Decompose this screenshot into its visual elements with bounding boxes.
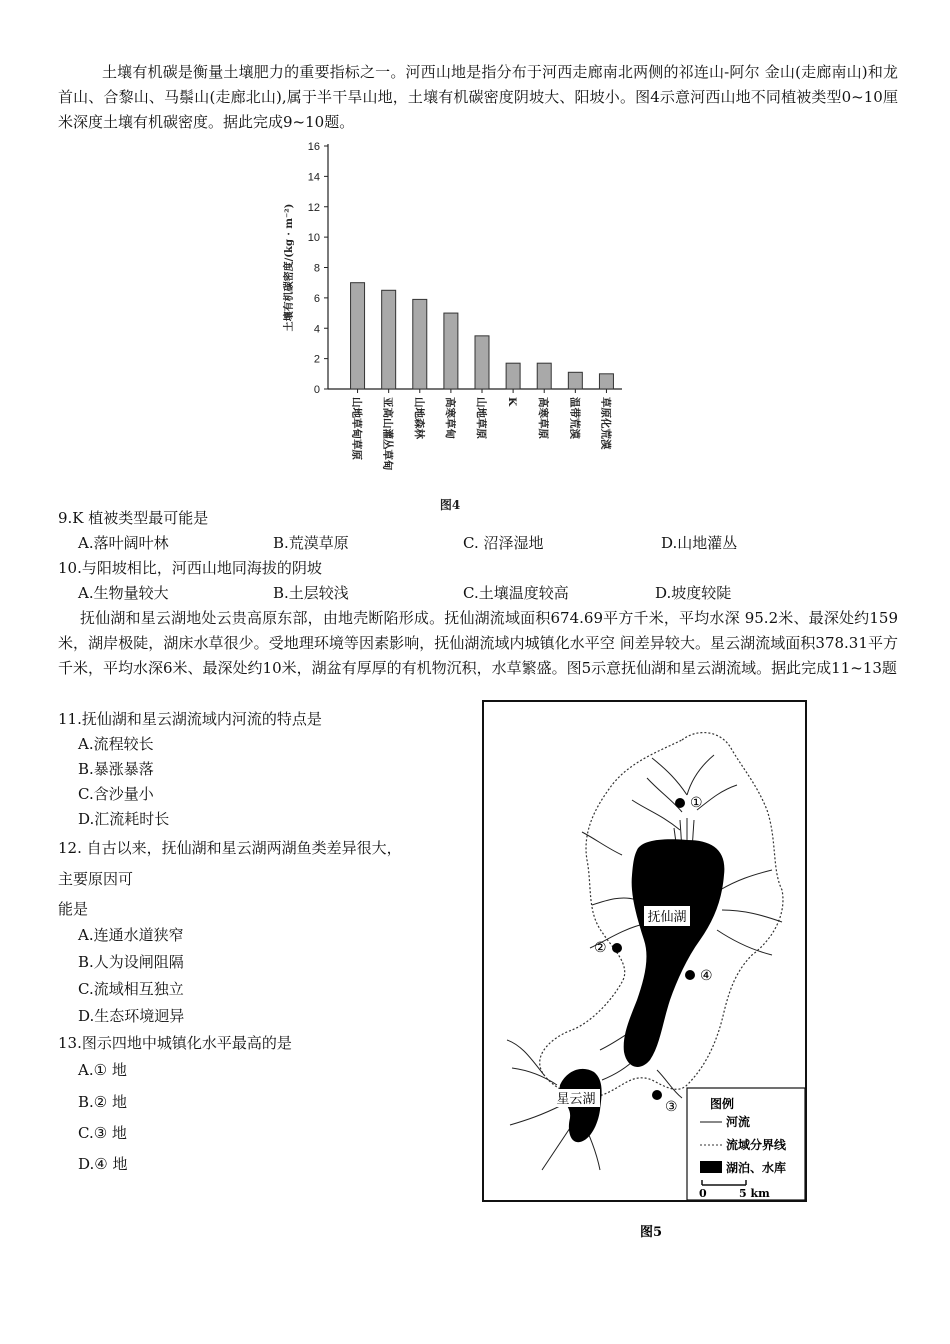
q10-option-c[interactable]: C.土壤温度较高: [463, 584, 569, 602]
q13-option-a[interactable]: A.① 地: [78, 1061, 127, 1079]
intro-paragraph-2: 抚仙湖和星云湖地处云贵高原东部，由地壳断陷形成。抚仙湖流域面积674.69平方千米，平均水深 95.2米、最深处约159米，湖岸极陡，湖床水草很少。受地理环境等因素影响，抚仙湖流域内城镇化水平空 间差异较大。星云湖流域面积378.31平方千米，平均水深6米、最深处约10米，湖盆有厚厚的有机物沉积，水草繁盛。图5示意抚仙湖和星云湖流域。据此完成11~13题: [58, 609, 898, 677]
question-12-stem-line1: 12. 自古以来，抚仙湖和星云湖两湖鱼类差异很大，: [58, 839, 402, 857]
intro-paragraph-1: 土壤有机碳是衡量土壤肥力的重要指标之一。河西山地是指分布于河西走廊南北两侧的祁连山-阿尔 金山(走廊南山)和龙首山、合黎山、马鬃山(走廊北山),属于半干旱山地，土壤有机碳密度阴坡大、阳坡小。图4示意河西山地不同植被类型0~10厘米深度土壤有机碳密度。据此完成9~10题。: [58, 63, 898, 131]
x-category-label: 山地森林: [412, 397, 425, 439]
fuxian-lake-label: 抚仙湖: [647, 910, 687, 925]
scale-label: 5 km: [739, 1187, 770, 1200]
bar: [599, 374, 613, 389]
y-tick-label: 4: [313, 323, 320, 336]
q9-option-a[interactable]: A.落叶阔叶林: [78, 534, 169, 552]
point-1-dot: [675, 798, 685, 808]
q10-option-d[interactable]: D.坡度较陡: [655, 584, 732, 602]
y-axis-title: 土壤有机碳密度/(kg · m⁻²): [284, 203, 295, 332]
y-tick-label: 6: [313, 292, 320, 305]
bar: [382, 290, 396, 389]
y-tick-label: 10: [307, 232, 320, 245]
x-category-label: 温带荒漠: [568, 397, 581, 439]
lake-basin-map: [482, 700, 812, 1245]
point-1-label: ①: [690, 795, 703, 811]
figure-4-caption: 图4: [439, 498, 461, 512]
q12-option-d[interactable]: D.生态环境迥异: [78, 1007, 185, 1025]
q13-option-c[interactable]: C.③ 地: [78, 1124, 127, 1142]
legend-lake-label: 湖泊、水库: [726, 1161, 787, 1175]
point-2-label: ②: [594, 940, 607, 956]
bar: [475, 336, 489, 389]
question-10-stem: 10.与阳坡相比，河西山地同海拔的阴坡: [58, 559, 322, 577]
x-category-label: 草原化荒漠: [599, 397, 612, 450]
bar: [413, 299, 427, 389]
y-tick-label: 2: [313, 353, 320, 366]
y-tick-label: 12: [307, 201, 320, 214]
point-4-dot: [685, 970, 695, 980]
point-3-dot: [652, 1090, 662, 1100]
bar: [351, 283, 365, 389]
legend-river-label: 河流: [726, 1115, 751, 1129]
q10-option-a[interactable]: A.生物量较大: [78, 584, 169, 602]
q10-option-b[interactable]: B.土层较浅: [273, 584, 349, 602]
q11-option-a[interactable]: A.流程较长: [78, 735, 154, 753]
figure-5-caption: 图5: [640, 1225, 663, 1240]
bar: [444, 313, 458, 389]
legend-lake-symbol: [700, 1161, 722, 1173]
x-category-label: 山地草原: [475, 397, 487, 439]
y-tick-label: 0: [313, 384, 320, 396]
legend-title: 图例: [710, 1097, 735, 1111]
x-category-label: 高寒草甸: [443, 397, 456, 439]
x-category-label: 亚高山灌丛草甸: [381, 397, 394, 471]
point-3-label: ③: [665, 1099, 678, 1115]
y-tick-label: 16: [307, 141, 320, 153]
q12-option-b[interactable]: B.人为设闸阻隔: [78, 953, 184, 971]
q12-option-a[interactable]: A.连通水道狭窄: [78, 926, 184, 944]
figure-5-map: [482, 700, 812, 1245]
q11-option-b[interactable]: B.暴涨暴落: [78, 760, 154, 778]
legend-boundary-label: 流域分界线: [726, 1138, 787, 1152]
q11-option-d[interactable]: D.汇流耗时长: [78, 810, 170, 828]
xingyun-lake-label: 星云湖: [556, 1092, 596, 1107]
point-2-dot: [612, 943, 622, 953]
q13-option-b[interactable]: B.② 地: [78, 1093, 128, 1111]
x-category-label: 高寒草原: [537, 397, 550, 439]
question-9-stem: 9.K 植被类型最可能是: [58, 509, 209, 527]
question-12-stem-line3: 能是: [58, 900, 89, 918]
x-category-label: K: [506, 397, 519, 407]
question-11-stem: 11.抚仙湖和星云湖流域内河流的特点是: [58, 710, 322, 728]
figure-4: [268, 136, 638, 516]
y-tick-label: 8: [313, 262, 320, 275]
point-4-label: ④: [700, 968, 713, 984]
question-12-stem-line2: 主要原因可: [58, 870, 134, 888]
y-tick-label: 14: [307, 171, 320, 184]
x-category-label: 山地草甸草原: [350, 397, 363, 460]
q9-option-c[interactable]: C. 沼泽湿地: [463, 534, 544, 552]
q9-option-b[interactable]: B.荒漠草原: [273, 534, 349, 552]
bar: [537, 363, 551, 389]
bar: [568, 372, 582, 389]
scale-zero: 0: [699, 1187, 707, 1200]
q12-option-c[interactable]: C.流域相互独立: [78, 980, 184, 998]
q11-option-c[interactable]: C.含沙量小: [78, 785, 154, 803]
q13-option-d[interactable]: D.④ 地: [78, 1155, 128, 1173]
question-13-stem: 13.图示四地中城镇化水平最高的是: [58, 1034, 292, 1052]
bar: [506, 363, 520, 389]
soil-carbon-bar-chart: [268, 136, 638, 516]
q9-option-d[interactable]: D.山地灌丛: [661, 534, 738, 552]
